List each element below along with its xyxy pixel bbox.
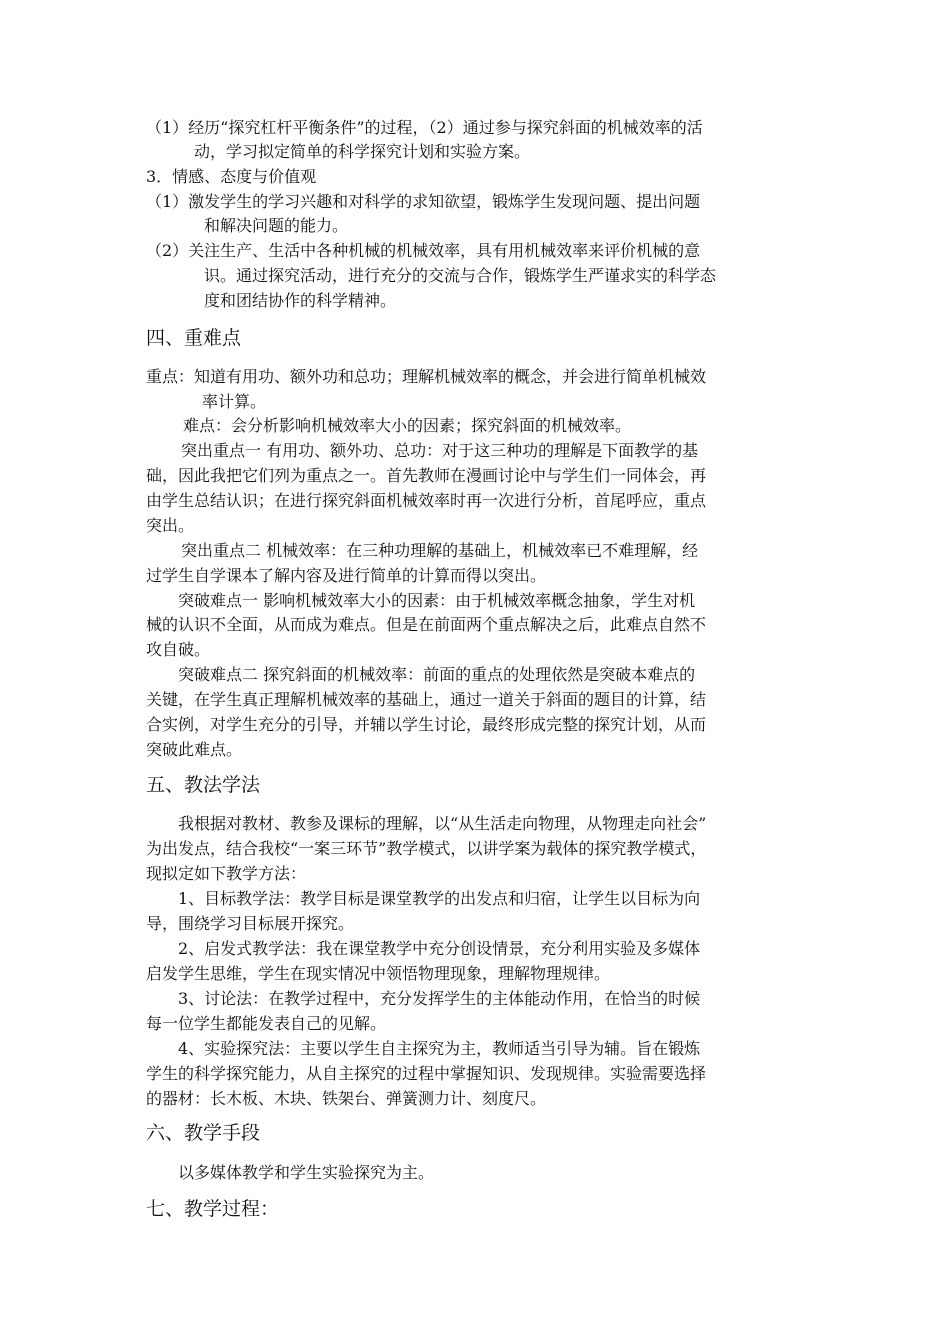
p1-line1: 突出重点一 有用功、额外功、总功：对于这三种功的理解是下面教学的基 [181,441,699,460]
method2-line2: 启发学生思维，学生在现实情况中领悟物理现象，理解物理规律。 [146,964,611,983]
p3-line3: 攻自破。 [146,640,211,659]
emotion-item2-line3: 度和团结协作的科学精神。 [204,291,397,310]
intro-line1: 我根据对教材、教参及课标的理解，以“从生活走向物理，从物理走向社会” [178,814,707,833]
p1-line3: 由学生总结认识；在进行探究斜面机械效率时再一次进行分析，首尾呼应，重点 [146,491,707,510]
p2-line1: 突出重点二 机械效率：在三种功理解的基础上，机械效率已不难理解，经 [181,541,699,560]
emotion-title: 3．情感、态度与价值观 [146,167,317,186]
emotion-item1-line1: （1）激发学生的学习兴趣和对科学的求知欲望，锻炼学生发现问题、提出问题 [146,192,701,211]
key-line2: 率计算。 [202,392,267,411]
p4-line1: 突破难点二 探究斜面的机械效率：前面的重点的处理依然是突破本难点的 [178,665,696,684]
process-item1-line2: 动，学习拟定简单的科学探究计划和实验方案。 [194,142,531,161]
p1-line2: 础，因此我把它们列为重点之一。首先教师在漫画讨论中与学生们一同体会，再 [146,466,707,485]
p3-line2: 械的认识不全面，从而成为难点。但是在前面两个重点解决之后，此难点自然不 [146,615,707,634]
p1-line4: 突出。 [146,516,195,535]
p3-line1: 突破难点一 影响机械效率大小的因素：由于机械效率概念抽象，学生对机 [178,591,696,610]
emotion-item1-line2: 和解决问题的能力。 [204,216,349,235]
key-line1: 重点：知道有用功、额外功和总功；理解机械效率的概念，并会进行简单机械效 [146,367,707,386]
section7-heading: 七、教学过程： [146,1198,280,1220]
p4-line4: 突破此难点。 [146,740,243,759]
method3-line2: 每一位学生都能发表自己的见解。 [146,1014,387,1033]
difficulty-line: 难点：会分析影响机械效率大小的因素；探究斜面的机械效率。 [183,416,632,435]
emotion-item2-line1: （2）关注生产、生活中各种机械的机械效率，具有用机械效率来评价机械的意 [146,241,701,260]
emotion-item2-line2: 识。通过探究活动，进行充分的交流与合作，锻炼学生严谨求实的科学态 [204,266,717,285]
section4-heading: 四、重难点 [146,327,242,349]
section5-heading: 五、教法学法 [146,774,261,796]
method1-line2: 导，围绕学习目标展开探究。 [146,914,355,933]
intro-line3: 现拟定如下教学方法： [146,864,307,883]
method4-line3: 的器材：长木板、木块、铁架台、弹簧测力计、刻度尺。 [146,1089,547,1108]
intro-line2: 为出发点，结合我校“一案三环节”教学模式，以讲学案为载体的探究教学模式， [146,839,707,858]
p2-line2: 过学生自学课本了解内容及进行简单的计算而得以突出。 [146,566,547,585]
method2-line1: 2、启发式教学法：我在课堂教学中充分创设情景，充分利用实验及多媒体 [178,939,701,958]
method3-line1: 3、讨论法：在教学过程中，充分发挥学生的主体能动作用，在恰当的时候 [178,989,701,1008]
method4-line1: 4、实验探究法：主要以学生自主探究为主，教师适当引导为辅。旨在锻炼 [178,1039,701,1058]
method4-line2: 学生的科学探究能力，从自主探究的过程中掌握知识、发现规律。实验需要选择 [146,1064,707,1083]
method1-line1: 1、目标教学法：教学目标是课堂教学的出发点和归宿，让学生以目标为向 [178,889,701,908]
process-item1-line1: （1）经历“探究杠杆平衡条件”的过程，（2）通过参与探究斜面的机械效率的活 [146,118,703,137]
p4-line2: 关键，在学生真正理解机械效率的基础上，通过一道关于斜面的题目的计算，结 [146,690,707,709]
section6-text: 以多媒体教学和学生实验探究为主。 [178,1163,435,1182]
section6-heading: 六、教学手段 [146,1122,261,1144]
p4-line3: 合实例，对学生充分的引导，并辅以学生讨论，最终形成完整的探究计划，从而 [146,715,707,734]
